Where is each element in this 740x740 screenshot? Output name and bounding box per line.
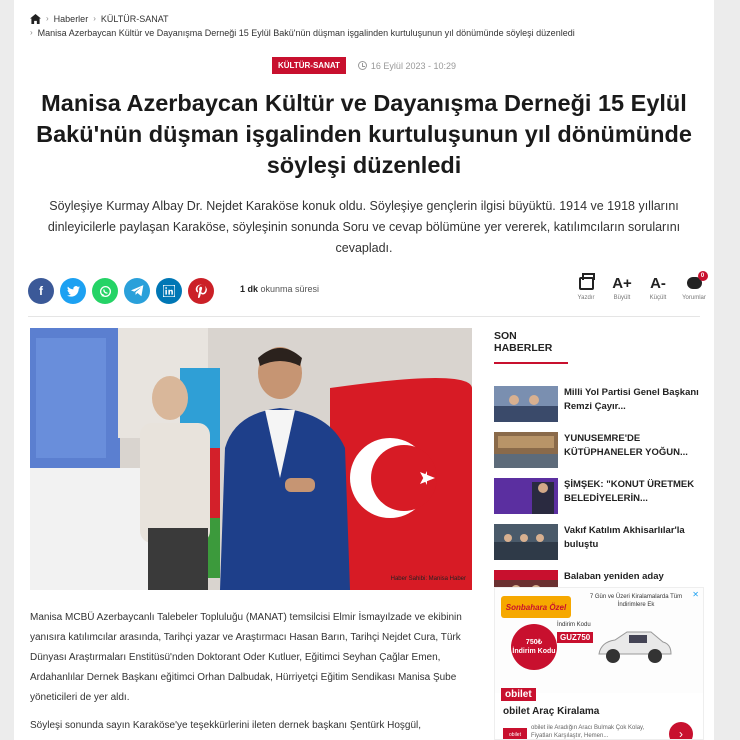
news-thumbnail: [494, 432, 558, 468]
reading-time-value: 1 dk: [240, 284, 259, 294]
photo-credit: Haber Sahibi: Manisa Haber: [390, 576, 466, 582]
news-thumbnail: [494, 478, 558, 514]
article-meta: [14, 57, 714, 74]
category-badge[interactable]: KÜLTÜR-SANAT: [272, 57, 346, 74]
pinterest-share-icon[interactable]: [188, 278, 214, 304]
ad-logo: obilet: [501, 688, 536, 701]
ad-close-icon[interactable]: ✕: [692, 590, 699, 599]
reading-time: [240, 284, 319, 294]
ad-small-logo: obilet: [503, 728, 527, 740]
font-decrease-icon: A-: [650, 274, 666, 292]
latest-news-sidebar: [494, 330, 704, 616]
font-decrease-button[interactable]: [646, 273, 670, 301]
print-button[interactable]: [574, 273, 598, 301]
latest-news-title: SON HABERLER: [494, 330, 568, 364]
comments-button[interactable]: [682, 273, 706, 301]
divider: [28, 316, 700, 317]
news-item[interactable]: [494, 386, 704, 432]
advertisement[interactable]: [494, 587, 704, 740]
news-item[interactable]: [494, 524, 704, 570]
breadcrumb: [30, 12, 575, 40]
font-decrease-label: Küçült: [649, 295, 667, 301]
news-thumbnail: [494, 524, 558, 560]
clock-icon: [358, 61, 367, 70]
font-increase-label: Büyült: [613, 295, 631, 301]
ad-description: obilet ile Aradığın Aracı Bulmak Çok Kolay, Fiyatları Karşılaştır, Hemen...: [531, 725, 645, 739]
breadcrumb-current: Manisa Azerbaycan Kültür ve Dayanışma Derneği 15 Eylül Bakü'nün düşman işgalinden kurtuluşunun yıl dönümünde söyleşi düzenledi: [37, 28, 575, 38]
news-title: Milli Yol Partisi Genel Başkanı Remzi Çayır...: [564, 387, 699, 412]
news-title: Vakıf Katılım Akhisarlılar'la buluştu: [564, 525, 685, 550]
latest-news-list: [494, 386, 704, 616]
share-buttons: [28, 278, 214, 304]
telegram-share-icon[interactable]: [124, 278, 150, 304]
news-thumbnail: [494, 386, 558, 422]
whatsapp-share-icon[interactable]: [92, 278, 118, 304]
font-increase-button[interactable]: [610, 273, 634, 301]
home-icon[interactable]: [30, 14, 41, 24]
article-lead: Söyleşiye Kurmay Albay Dr. Nejdet Karaköse konuk oldu. Söyleşiye gençlerin ilgisi büyüktü. 1914 ve 1918 yıllarını dinleyicilerle paylaşan Karaköse, söyleşinin sonunda Soru ve cevap bölümüne yer vererek, katılımcıların sorularını cevapladı.: [47, 199, 681, 255]
article-paragraph: Söyleşi sonunda sayın Karaköse'ye teşekkürlerini ileten dernek başkanı Şentürk Hoşgül,: [30, 720, 422, 731]
ad-arrow-icon[interactable]: ›: [669, 722, 693, 740]
comments-label: Yorumlar: [682, 295, 706, 301]
news-title: YUNUSEMRE'DE KÜTÜPHANELER YOĞUN...: [564, 433, 688, 458]
article-tools: [574, 273, 706, 301]
article-photo[interactable]: [30, 328, 472, 590]
article-body: [30, 608, 476, 740]
ad-headline: 7 Gün ve Üzeri Kiralamalarda Tüm İndirimlere Ek: [589, 594, 683, 608]
print-label: Yazdır: [577, 295, 595, 301]
ad-badge-text: İndirim Kodu: [512, 648, 556, 655]
ad-badge-amount: 750₺: [525, 639, 543, 646]
news-title: ŞİMŞEK: "KONUT ÜRETMEK BELEDİYELERİN...: [564, 479, 695, 504]
font-increase-icon: A+: [612, 274, 632, 292]
printer-icon: [579, 277, 594, 290]
publish-date-text: 16 Eylül 2023 - 10:29: [370, 60, 456, 71]
news-item[interactable]: [494, 478, 704, 524]
article-title: Manisa Azerbaycan Kültür ve Dayanışma Derneği 15 Eylül Bakü'nün düşman işgalinden kurtuluşunun yıl dönümünde söyleşi düzenledi: [36, 90, 692, 178]
news-title: Balaban yeniden aday: [564, 571, 664, 582]
car-image: [593, 628, 673, 668]
reading-time-label: okunma süresi: [260, 284, 320, 294]
publish-date: [358, 61, 456, 71]
ad-banner: Sonbahara Özel: [501, 596, 571, 618]
ad-discount-badge: [511, 624, 557, 670]
breadcrumb-link-news[interactable]: Haberler: [53, 14, 89, 24]
twitter-share-icon[interactable]: [60, 278, 86, 304]
breadcrumb-separator: ›: [46, 14, 49, 23]
article-page: [14, 0, 714, 740]
comment-count-badge: 0: [698, 271, 708, 281]
news-item[interactable]: [494, 432, 704, 478]
ad-code-label: İndirim Kodu: [557, 622, 591, 628]
breadcrumb-separator: ›: [30, 28, 33, 37]
ad-title: obilet Araç Kiralama: [503, 706, 600, 717]
article-paragraph: Manisa MCBÜ Azerbaycanlı Talebeler Topluluğu (MANAT) temsilcisi Elmir İsmayılzade ve ekibinin yanısıra katılımcılar arasında, Tarihçi yazar ve Araştırmacı Hasan Barın, Tarihçi Nejdet Cura, Türk Dünyası Araştırmaları Enstitüsü'nden Doktorant Oder Kutluer, Eğitimci Seyhan Çağlar Emen, Ardahanlılar Dernek Başkanı eğitimci Orhan Dalbudak, Hürriyetçi Eğitim Sendikası Manisa Şube yöneticileri de yer aldı.: [30, 612, 462, 703]
breadcrumb-link-category[interactable]: KÜLTÜR-SANAT: [100, 14, 169, 24]
facebook-share-icon[interactable]: f: [28, 278, 54, 304]
ad-code: GUZ750: [557, 632, 593, 643]
linkedin-share-icon[interactable]: [156, 278, 182, 304]
breadcrumb-separator: ›: [93, 14, 96, 23]
